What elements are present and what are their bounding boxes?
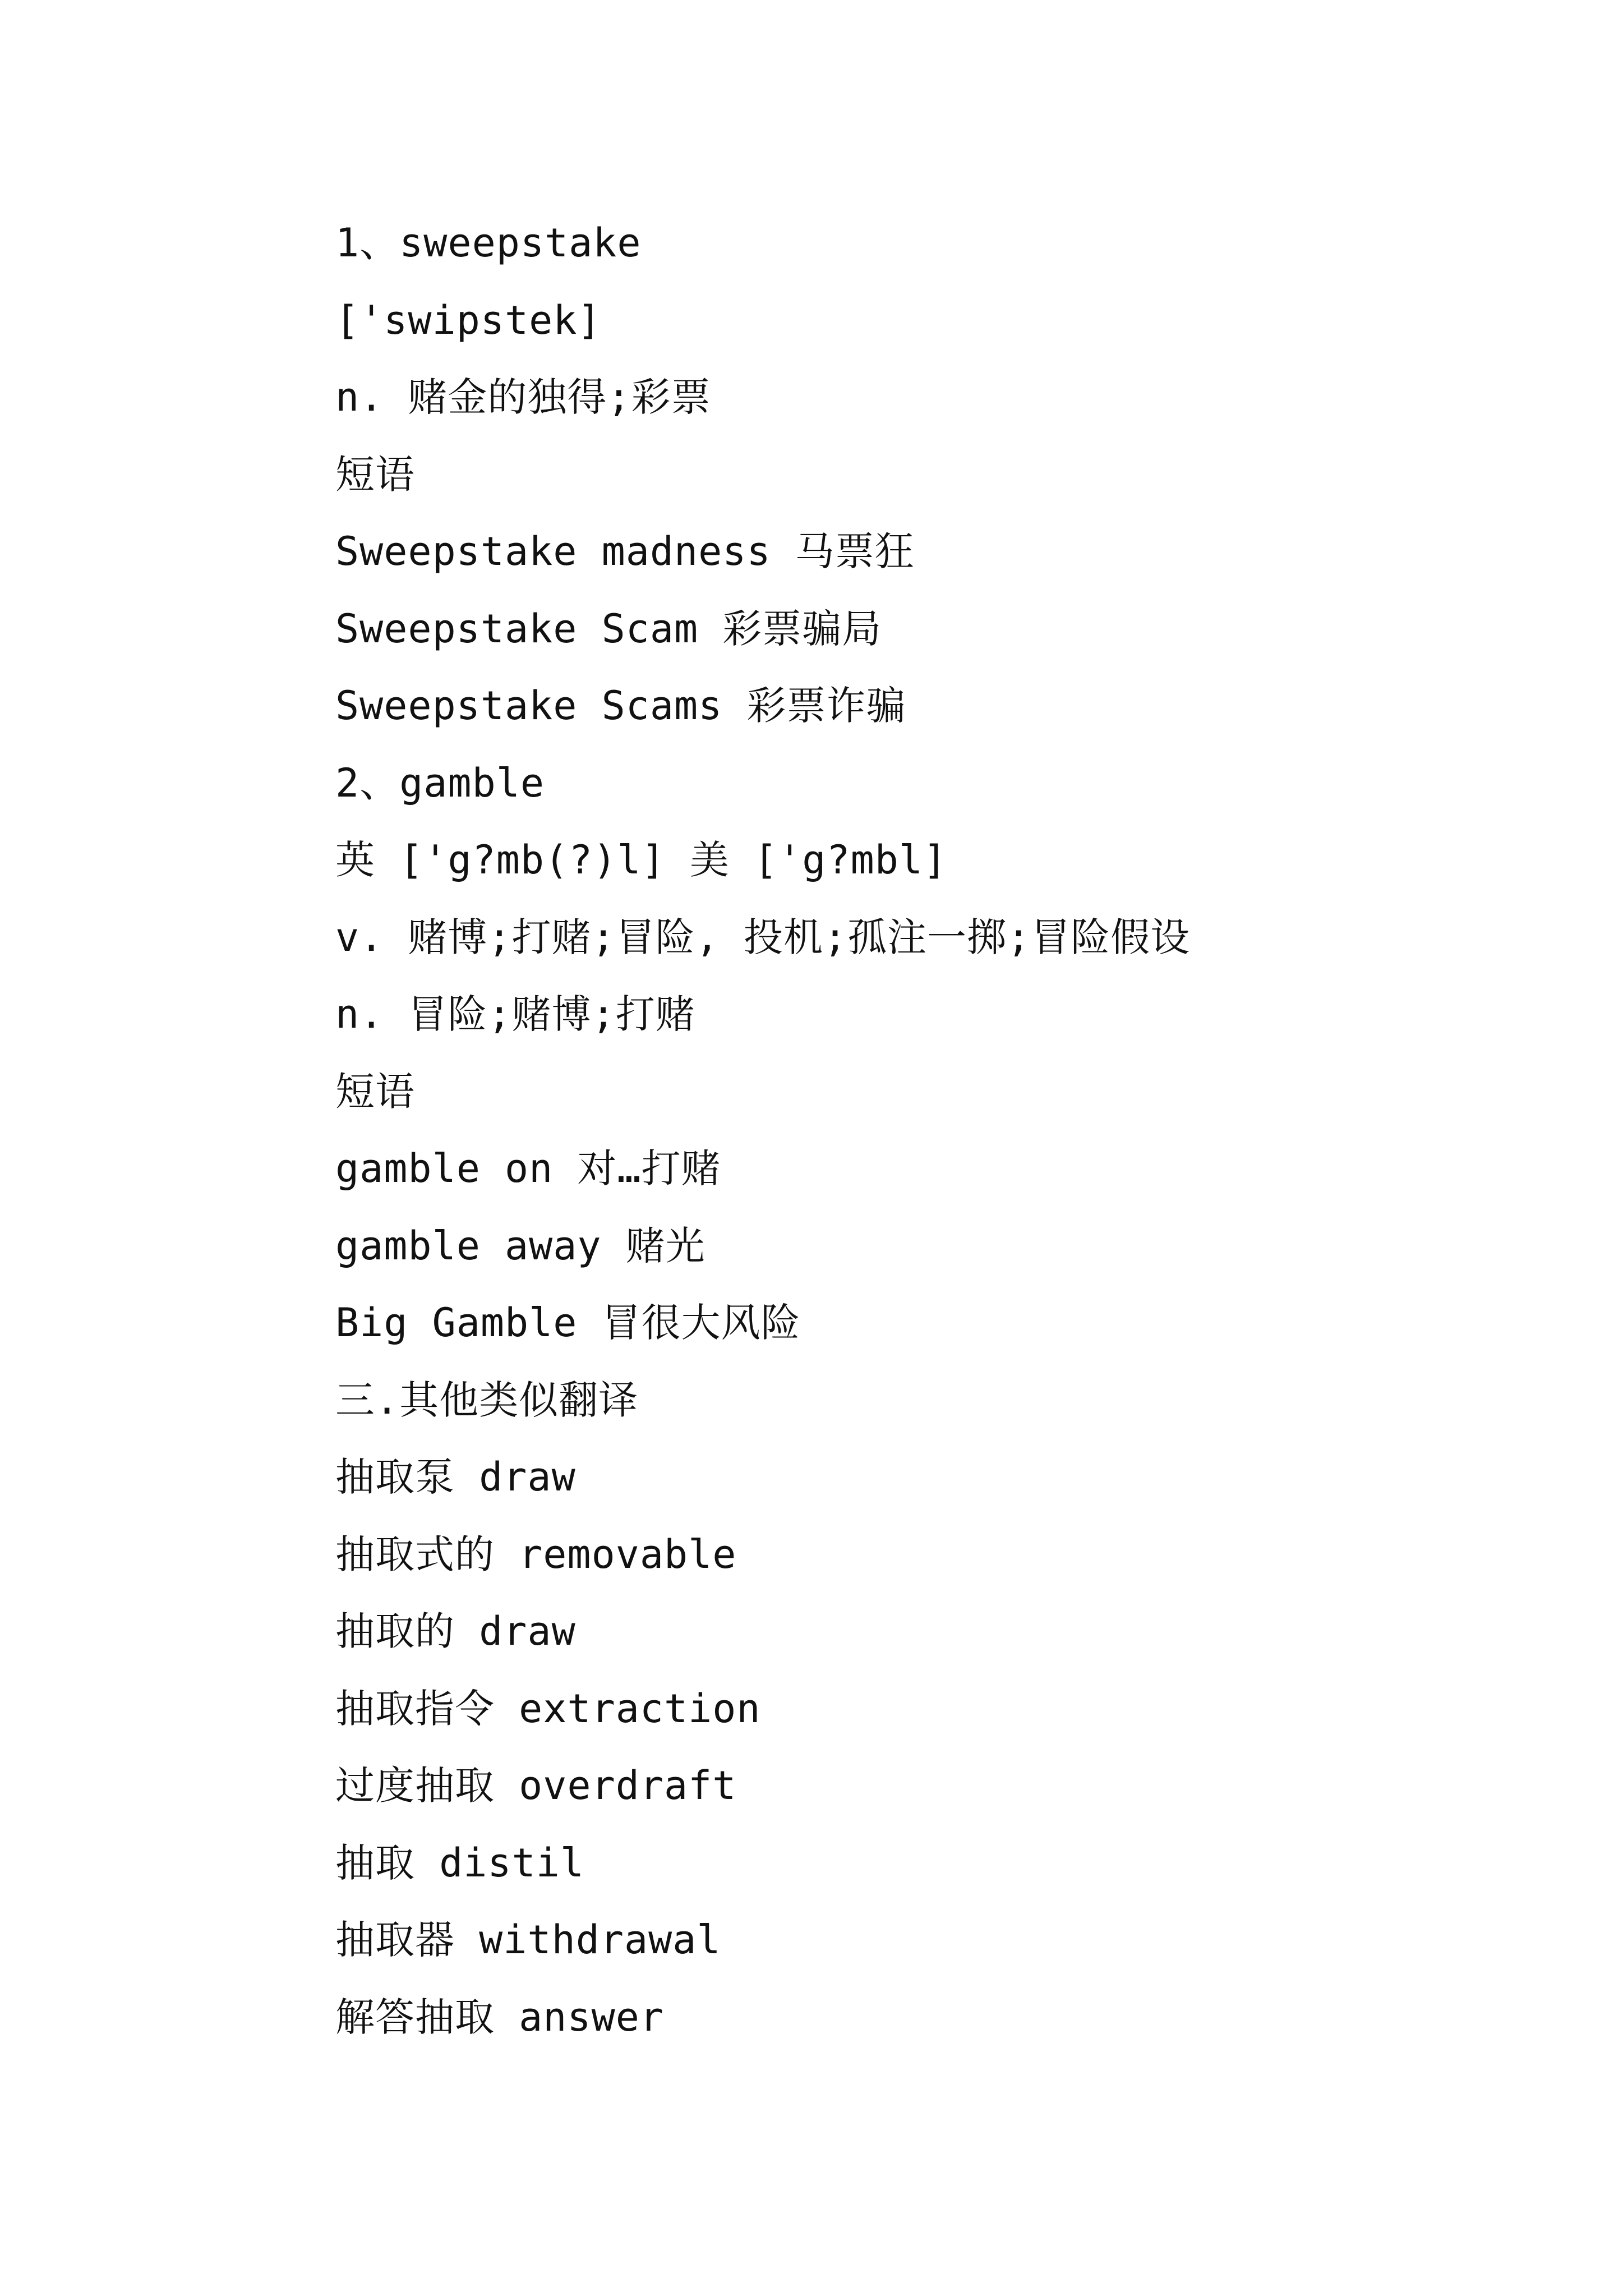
translation-line: 抽取器 withdrawal <box>335 1917 721 1963</box>
phrase-line: Sweepstake Scams 彩票诈骗 <box>335 683 906 729</box>
phrase-line: gamble away 赌光 <box>335 1222 706 1269</box>
phrase-line: Sweepstake madness 马票狂 <box>335 528 915 574</box>
phrase-line: gamble on 对…打赌 <box>335 1145 721 1191</box>
translation-line: 抽取 distil <box>335 1839 585 1886</box>
translation-line: 抽取的 draw <box>335 1608 576 1654</box>
phonetic-gamble: 英 ['g?mb(?)l] 美 ['g?mbl] <box>335 837 948 883</box>
entry-heading-sweepstake: 1、sweepstake <box>335 220 642 266</box>
definition-verb-gamble: v. 赌博;打赌;冒险, 投机;孤注一掷;冒险假设 <box>335 914 1191 960</box>
translation-line: 解答抽取 answer <box>335 1994 665 2040</box>
phrases-label: 短语 <box>335 451 415 498</box>
translation-line: 过度抽取 overdraft <box>335 1763 737 1809</box>
definition-noun-sweepstake: n. 赌金的独得;彩票 <box>335 374 711 420</box>
translation-line: 抽取泵 draw <box>335 1454 576 1500</box>
translation-line: 抽取指令 extraction <box>335 1685 761 1732</box>
entry-heading-gamble: 2、gamble <box>335 760 545 806</box>
document-body <box>335 205 1457 2056</box>
section-heading-similar-translations: 三.其他类似翻译 <box>335 1377 639 1423</box>
phonetic-sweepstake: ['swipstek] <box>335 297 602 343</box>
phrases-label: 短语 <box>335 1068 415 1115</box>
phrase-line: Big Gamble 冒很大风险 <box>335 1300 801 1346</box>
translation-line: 抽取式的 removable <box>335 1531 737 1577</box>
phrase-line: Sweepstake Scam 彩票骗局 <box>335 605 882 652</box>
definition-noun-gamble: n. 冒险;赌博;打赌 <box>335 991 695 1037</box>
